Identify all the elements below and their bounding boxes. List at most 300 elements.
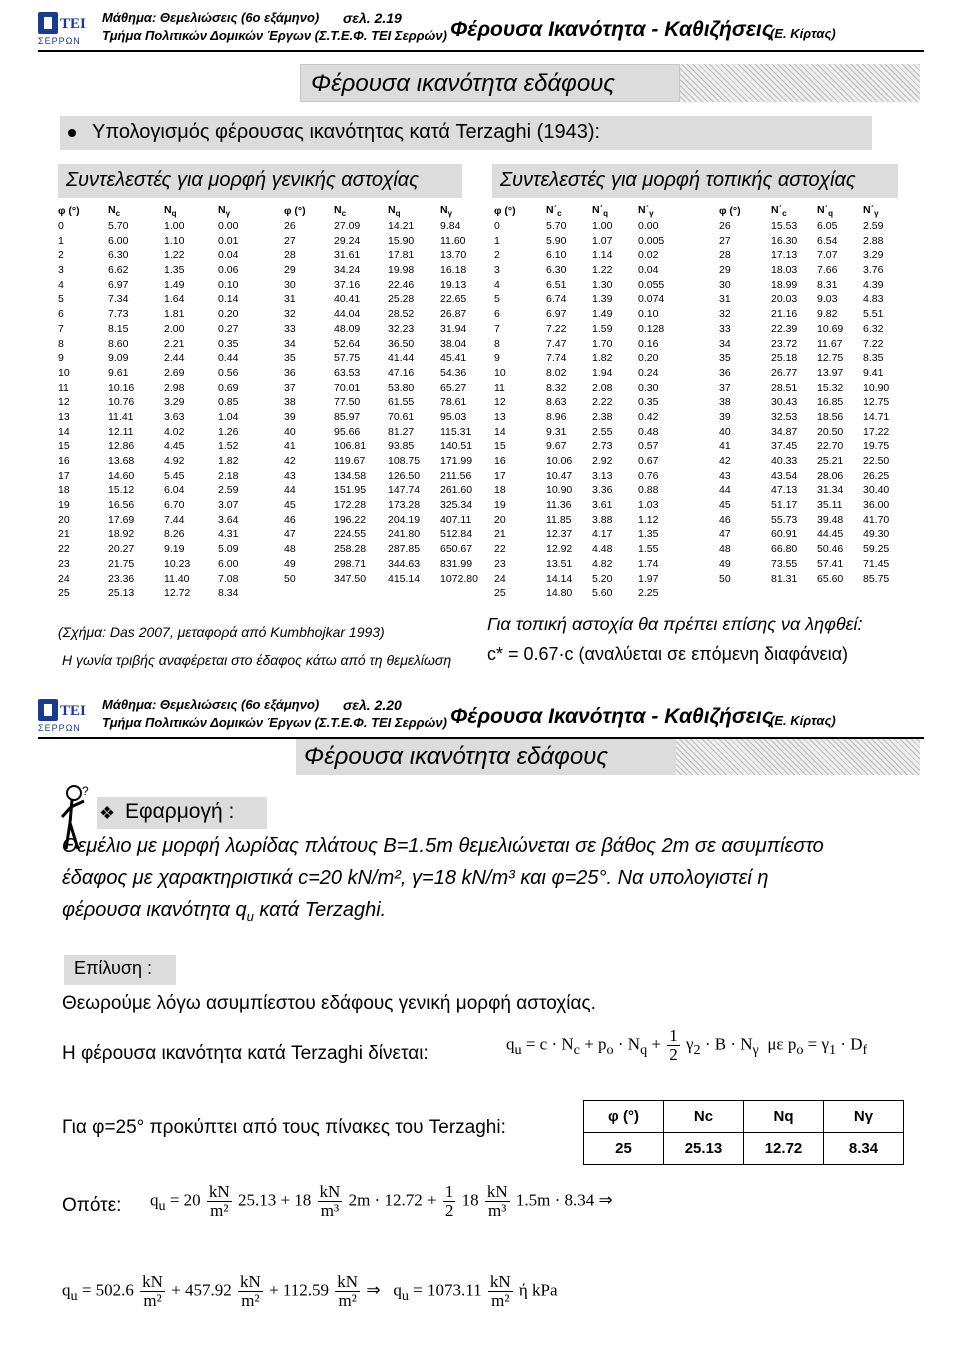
table-cell: 21	[58, 528, 70, 541]
table-cell: 0.10	[218, 278, 239, 291]
table-cell: 0.35	[638, 396, 659, 409]
table-cell: 0.01	[218, 234, 239, 247]
table-cell: 6.97	[108, 278, 129, 291]
table-row	[490, 380, 696, 395]
table-cell: 28	[719, 249, 731, 262]
table-cell: 1.26	[218, 425, 239, 438]
table-cell: 1.74	[638, 557, 659, 570]
table-cell: 41.70	[863, 513, 890, 526]
table-row	[490, 292, 696, 307]
table-cell: 1.82	[218, 455, 239, 468]
table-row	[715, 233, 909, 248]
column-header: $N΄_q$	[592, 204, 608, 219]
table-cell: 23.72	[771, 337, 798, 350]
table-cell: 10.69	[817, 322, 844, 335]
column-header: φ (°)	[284, 205, 306, 218]
table-row	[54, 366, 264, 381]
table-cell: 2.22	[592, 396, 613, 409]
table-row	[490, 351, 696, 366]
table-cell: 31.34	[817, 484, 844, 497]
table-cell: 2	[58, 249, 64, 262]
table-cell: 4	[494, 278, 500, 291]
table-row	[54, 571, 264, 586]
table-row	[490, 322, 696, 337]
table-cell: 4.02	[164, 425, 185, 438]
table-cell: 0.35	[218, 337, 239, 350]
table-cell: 31	[719, 293, 731, 306]
table-cell: 21	[494, 528, 506, 541]
table-cell: 5.45	[164, 469, 185, 482]
table-cell: 25.18	[771, 352, 798, 365]
table-row	[54, 219, 264, 234]
table-cell: 30	[284, 278, 296, 291]
table-cell: 3.76	[863, 264, 884, 277]
table-cell: 6.51	[546, 278, 567, 291]
table-row	[280, 366, 492, 381]
table-cell: 14	[58, 425, 70, 438]
table-cell: 14.71	[863, 410, 890, 423]
table-row	[490, 366, 696, 381]
table-cell: 77.50	[334, 396, 361, 409]
course-name: Μάθημα: Θεμελιώσεις (6ο εξάμηνο)	[102, 10, 320, 25]
table-cell: 36	[284, 366, 296, 379]
column-header: $N_\gamma$	[218, 204, 231, 219]
table-cell: 10.90	[863, 381, 890, 394]
table-cell: 4.48	[592, 543, 613, 556]
result-formula: $q_u = 502.6$ $\frac{kN}{\text{m²}}$ + 457.92 $\frac{kN}{\text{m²}}$ + 112.59 $\frac{kN}{\text{m²}}$ ⇒ $q_u = 1073.11$ $\frac{kN}{\text{m²}}$ ή kPa	[62, 1272, 558, 1310]
table-cell: 78.61	[440, 396, 467, 409]
table-row	[490, 233, 696, 248]
table-cell: 22	[58, 543, 70, 556]
table-cell: 36.00	[863, 499, 890, 512]
tei-logo	[38, 699, 86, 735]
bullet-dot-icon	[68, 129, 76, 137]
table-cell: 47	[719, 528, 731, 541]
table-row	[715, 292, 909, 307]
logo-text: ΤΕΙ	[60, 16, 86, 32]
header-nc: Nc	[664, 1101, 744, 1133]
table-cell: 1.39	[592, 293, 613, 306]
table-cell: 13	[58, 410, 70, 423]
problem-line-1: Θεμέλιο με μορφή λωρίδας πλάτους B=1.5m θεμελιώνεται σε βάθος 2m σε ασυμπίεστο	[62, 835, 824, 857]
table-cell: 45.41	[440, 352, 467, 365]
table-row	[715, 483, 909, 498]
general-failure-heading	[58, 164, 462, 198]
table-row	[715, 322, 909, 337]
table-cell: 38	[719, 396, 731, 409]
table-cell: 23	[494, 557, 506, 570]
table-row	[54, 512, 264, 527]
bullet-text: Υπολογισμός φέρουσας ικανότητας κατά Terzaghi (1943):	[92, 121, 601, 143]
table-row	[490, 498, 696, 513]
table-cell: 1.35	[164, 264, 185, 277]
table-cell: 4.92	[164, 455, 185, 468]
table-cell: 15.12	[108, 484, 135, 497]
table-cell: 2.59	[218, 484, 239, 497]
table-cell: 6.00	[108, 234, 129, 247]
table-cell: 0.10	[638, 308, 659, 321]
problem-line-3-text: φέρουσα ικανότητα q	[62, 899, 247, 921]
table-cell: 4.45	[164, 440, 185, 453]
table-cell: 2.25	[638, 587, 659, 600]
table-row	[54, 439, 264, 454]
table-cell: 134.58	[334, 469, 367, 482]
table-cell: 34.24	[334, 264, 361, 277]
table-cell: 50	[719, 572, 731, 585]
slide-2-20	[0, 687, 960, 1367]
table-cell: 19.75	[863, 440, 890, 453]
problem-line-2: έδαφος με χαρακτηριστικά c=20 kN/m², γ=18 kN/m³ και φ=25°. Να υπολογιστεί η	[62, 867, 769, 889]
table-cell: 47.13	[771, 484, 798, 497]
column-header: $N΄_\gamma$	[863, 204, 879, 219]
table-cell: 8	[58, 337, 64, 350]
table-cell: 2.59	[863, 220, 884, 233]
table-cell: 63.53	[334, 366, 361, 379]
table-cell: 32.23	[388, 322, 415, 335]
table-cell: 8.96	[546, 410, 567, 423]
table-cell: 12.37	[546, 528, 573, 541]
table-cell: 25	[494, 587, 506, 600]
table-cell: 6.62	[108, 264, 129, 277]
table-cell: 0.128	[638, 322, 665, 335]
table-row	[280, 498, 492, 513]
table-cell: 0.24	[638, 366, 659, 379]
table-cell: 54.36	[440, 366, 467, 379]
slide-2-19	[0, 0, 960, 680]
table-row	[490, 512, 696, 527]
table-row	[280, 571, 492, 586]
table-cell: 37.45	[771, 440, 798, 453]
substitution-formula: $q_u = 20$ $\frac{kN}{\text{m²}}$ 25.13 + 18 $\frac{kN}{\text{m³}}$ 2m · 12.72 + $\frac{1}{2}$ 18 $\frac{kN}{\text{m³}}$ 1.5m · 8.34 ⇒	[150, 1182, 613, 1220]
table-cell: 0	[494, 220, 500, 233]
table-cell: 2.73	[592, 440, 613, 453]
table-cell: 40	[284, 425, 296, 438]
table-cell: 2.18	[218, 469, 239, 482]
table-cell: 0.57	[638, 440, 659, 453]
table-row	[54, 351, 264, 366]
table-cell: 17	[494, 469, 506, 482]
table-cell: 2.92	[592, 455, 613, 468]
table-cell: 8.35	[863, 352, 884, 365]
table-row	[54, 307, 264, 322]
table-row	[54, 248, 264, 263]
table-cell: 47	[284, 528, 296, 541]
table-cell: 52.64	[334, 337, 361, 350]
table-cell: 119.67	[334, 455, 366, 468]
table-cell: 415.14	[388, 572, 421, 585]
table-cell: 1.07	[592, 234, 613, 247]
table-row	[715, 468, 909, 483]
table-cell: 4	[58, 278, 64, 291]
table-cell: 57.41	[817, 557, 844, 570]
table-row	[490, 439, 696, 454]
table-cell: 0.20	[218, 308, 239, 321]
factors-phi25-table	[583, 1100, 904, 1165]
table-cell: 3	[58, 264, 64, 277]
table-cell: 16	[494, 455, 506, 468]
table-cell: 6	[494, 308, 500, 321]
value-nq: 12.72	[744, 1133, 824, 1165]
table-cell: 7.73	[108, 308, 129, 321]
table-cell: 66.80	[771, 543, 798, 556]
table-row	[490, 571, 696, 586]
table-cell: 224.55	[334, 528, 367, 541]
table-cell: 23	[58, 557, 70, 570]
table-cell: 31.61	[334, 249, 361, 262]
table-cell: 7.74	[546, 352, 567, 365]
table-cell: 1.30	[592, 278, 613, 291]
logo-subtext: ΣΕΡΡΩΝ	[38, 723, 81, 733]
table-cell: 9.67	[546, 440, 567, 453]
table-cell: 1.14	[592, 249, 613, 262]
column-header: φ (°)	[494, 205, 516, 218]
table-cell: 5.51	[863, 308, 884, 321]
table-cell: 6.54	[817, 234, 838, 247]
table-cell: 325.34	[440, 499, 473, 512]
column-header: $N΄_q$	[817, 204, 833, 219]
table-cell: 18	[58, 484, 70, 497]
table-row	[490, 263, 696, 278]
page-number: σελ. 2.19	[343, 10, 402, 26]
table-cell: 0.48	[638, 425, 659, 438]
table-cell: 16.18	[440, 264, 467, 277]
table-cell: 37	[719, 381, 731, 394]
table-cell: 13	[494, 410, 506, 423]
table-cell: 44	[719, 484, 731, 497]
table-cell: 39	[284, 410, 296, 423]
table-row	[715, 351, 909, 366]
table-row	[280, 219, 492, 234]
phi-intro: Για φ=25° προκύπτει από τους πίνακες του Terzaghi:	[62, 1117, 506, 1138]
column-header: φ (°)	[58, 205, 80, 218]
table-row	[280, 542, 492, 557]
table-cell: 22.65	[440, 293, 467, 306]
column-header: $N_\gamma$	[440, 204, 453, 219]
table-cell: 43	[719, 469, 731, 482]
table-cell: 0.20	[638, 352, 659, 365]
table-cell: 11	[58, 381, 69, 394]
table-cell: 16.85	[817, 396, 844, 409]
table-row	[280, 410, 492, 425]
problem-line-3-sub: u	[246, 909, 254, 924]
table-row	[280, 512, 492, 527]
table-cell: 8.15	[108, 322, 129, 335]
table-cell: 44.04	[334, 308, 361, 321]
table-row	[715, 380, 909, 395]
table-cell: 25.28	[388, 293, 415, 306]
header-divider	[38, 50, 924, 52]
table-cell: 151.95	[334, 484, 367, 497]
table-cell: 12.11	[108, 425, 134, 438]
table-cell: 36	[719, 366, 731, 379]
table-cell: 2.08	[592, 381, 613, 394]
general-failure-heading-text: Συντελεστές για μορφή γενικής αστοχίας	[66, 169, 419, 191]
table-cell: 65.27	[440, 381, 467, 394]
table-row	[54, 336, 264, 351]
table-cell: 10.23	[164, 557, 191, 570]
svg-text:?: ?	[82, 784, 89, 798]
table-cell: 18.56	[817, 410, 844, 423]
table-cell: 26.25	[863, 469, 890, 482]
table-cell: 49	[719, 557, 731, 570]
table-cell: 1.81	[164, 308, 185, 321]
table-cell: 14.14	[546, 572, 573, 585]
table-cell: 41	[719, 440, 731, 453]
table-cell: 1.00	[164, 220, 185, 233]
table-row	[490, 277, 696, 292]
table-row	[715, 263, 909, 278]
table-cell: 41	[284, 440, 296, 453]
table-cell: 6.30	[546, 264, 567, 277]
table-cell: 40.41	[334, 293, 361, 306]
table-cell: 17	[58, 469, 70, 482]
table-cell: 6.00	[218, 557, 239, 570]
table-row	[54, 483, 264, 498]
table-cell: 11.85	[546, 513, 572, 526]
course-topic-title: Φέρουσα Ικανότητα - Καθιζήσεις	[450, 705, 773, 728]
table-row	[715, 512, 909, 527]
table-cell: 3.88	[592, 513, 613, 526]
table-cell: 30.43	[771, 396, 798, 409]
table-cell: 20.03	[771, 293, 798, 306]
table-cell: 0.06	[218, 264, 239, 277]
table-cell: 11.41	[108, 410, 134, 423]
column-header: $N_c$	[334, 204, 347, 219]
table-cell: 49	[284, 557, 296, 570]
table-cell: 15	[494, 440, 506, 453]
table-cell: 1.55	[638, 543, 659, 556]
table-cell: 9.19	[164, 543, 185, 556]
table-cell: 108.75	[388, 455, 421, 468]
local-note-2: c* = 0.67·c (αναλύεται σε επόμενη διαφάνεια)	[487, 644, 848, 664]
table-cell: 28.52	[388, 308, 415, 321]
table-cell: 8.02	[546, 366, 567, 379]
table-cell: 1.97	[638, 572, 659, 585]
application-heading	[97, 797, 267, 829]
table-cell: 30.40	[863, 484, 890, 497]
table-row	[715, 410, 909, 425]
table-cell: 3.07	[218, 499, 239, 512]
table-cell: 1.04	[218, 410, 239, 423]
slide-title-banner	[300, 64, 680, 102]
table-cell: 30	[719, 278, 731, 291]
table-row	[715, 498, 909, 513]
table-cell: 4.39	[863, 278, 884, 291]
table-cell: 12	[494, 396, 506, 409]
table-cell: 25	[58, 587, 70, 600]
table-cell: 9.31	[546, 425, 567, 438]
table-cell: 40.33	[771, 455, 798, 468]
local-note-1: Για τοπική αστοχία θα πρέπει επίσης να ληφθεί:	[487, 614, 863, 634]
table-cell: 35	[284, 352, 296, 365]
table-row	[54, 527, 264, 542]
table-row	[490, 219, 696, 234]
solution-heading-text: Επίλυση :	[74, 958, 152, 978]
table-row	[280, 557, 492, 572]
logo-text: ΤΕΙ	[60, 703, 86, 719]
table-cell: 39.48	[817, 513, 844, 526]
page-number: σελ. 2.20	[343, 697, 402, 713]
or-word: ή	[518, 1280, 528, 1300]
table-cell: 37	[284, 381, 296, 394]
table-cell: 26.87	[440, 308, 467, 321]
table-cell: 7.07	[817, 249, 838, 262]
table-row	[280, 336, 492, 351]
table-cell: 85.75	[863, 572, 890, 585]
table-cell: 171.99	[440, 455, 473, 468]
result-term-2: 457.92	[185, 1280, 232, 1300]
table-cell: 43.54	[771, 469, 798, 482]
table-cell: 11.67	[817, 337, 843, 350]
table-cell: 0.005	[638, 234, 665, 247]
table-cell: 65.60	[817, 572, 844, 585]
table-cell: 20.50	[817, 425, 844, 438]
table-cell: 7.22	[546, 322, 567, 335]
table-cell: 4.31	[218, 528, 239, 541]
table-cell: 27.09	[334, 220, 361, 233]
table-cell: 0.00	[638, 220, 659, 233]
table-cell: 44	[284, 484, 296, 497]
result-term-3: 112.59	[282, 1280, 330, 1300]
table-cell: 17.81	[388, 249, 415, 262]
table-cell: 172.28	[334, 499, 367, 512]
table-row	[280, 483, 492, 498]
table-row	[490, 410, 696, 425]
table-cell: 14.60	[108, 469, 135, 482]
table-cell: 10.47	[546, 469, 573, 482]
table-cell: 46	[719, 513, 731, 526]
table-cell: 11.40	[164, 572, 190, 585]
table-cell: 2.00	[164, 322, 185, 335]
table-row	[280, 248, 492, 263]
table-cell: 42	[719, 455, 731, 468]
table-cell: 0.02	[638, 249, 659, 262]
table-cell: 6.32	[863, 322, 884, 335]
table-cell: 7.44	[164, 513, 185, 526]
table-row	[490, 336, 696, 351]
table-cell: 13.97	[817, 366, 844, 379]
table-row	[715, 424, 909, 439]
table-cell: 1.82	[592, 352, 613, 365]
header-ngamma: Nγ	[824, 1101, 904, 1133]
table-cell: 43	[284, 469, 296, 482]
table-cell: 0.42	[638, 410, 659, 423]
table-cell: 23.36	[108, 572, 135, 585]
table-cell: 35.11	[817, 499, 843, 512]
table-cell: 2.44	[164, 352, 185, 365]
table-cell: 6.04	[164, 484, 185, 497]
table-cell: 5.70	[108, 220, 129, 233]
table-row	[490, 248, 696, 263]
result-term-1: 502.6	[95, 1280, 134, 1300]
table-cell: 1.49	[164, 278, 185, 291]
table-row	[280, 292, 492, 307]
column-header: φ (°)	[719, 205, 741, 218]
table-cell: 1.22	[592, 264, 613, 277]
table-cell: 27	[284, 234, 296, 247]
table-cell: 48.09	[334, 322, 361, 335]
table-cell: 15	[58, 440, 70, 453]
table-cell: 650.67	[440, 543, 473, 556]
table-cell: 147.74	[388, 484, 421, 497]
table-row	[54, 322, 264, 337]
table-row	[280, 307, 492, 322]
table-cell: 12	[58, 396, 70, 409]
table-cell: 8.31	[817, 278, 838, 291]
table-cell: 196.22	[334, 513, 367, 526]
table-cell: 33	[719, 322, 731, 335]
table-cell: 0.055	[638, 278, 665, 291]
